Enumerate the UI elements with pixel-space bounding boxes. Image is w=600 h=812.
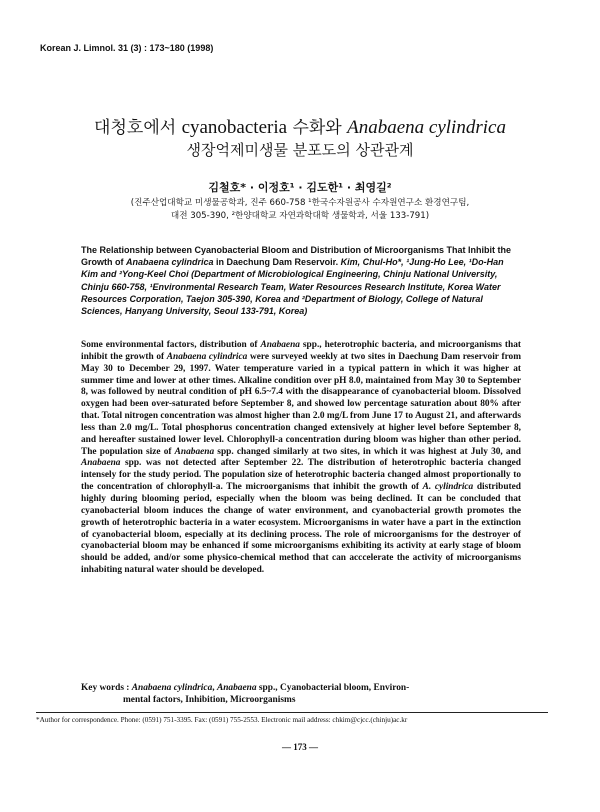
korean-affiliation-line2: 대전 305-390, ²한양대학교 자연과학대학 생물학과, 서울 133-791) — [170, 211, 430, 221]
abstract-s1-italic: Anabaena — [260, 340, 300, 350]
journal-reference: Korean J. Limnol. 31 (3) : 173~180 (1998) — [40, 43, 214, 53]
abstract-s5: spp. was not detected after September 22. The distribution of heterotrophic bacteria changed intensely for the study period. The population size of heterotrophic bacteria changed almost proportionally to the concentration of chlorophyll-a. The microorganisms that inhibit the growth of — [81, 458, 521, 493]
abstract-s2: spp., heterotrophic bacteria, and microorganisms that inhibit the growth of — [81, 340, 521, 362]
abstract — [81, 340, 521, 577]
korean-title-species: Anabaena cylindrica — [347, 117, 506, 138]
keyword-genus: Anabaena — [216, 683, 257, 693]
korean-title-line1 — [60, 117, 540, 139]
english-title-species: Anabaena cylindrica — [126, 257, 214, 268]
korean-title-part2: cyanobacteria — [181, 117, 288, 138]
abstract-s3: were surveyed weekly at two sites in Daechung Dam reservoir from May 30 to December 29, 1997. Water temperature varied in a typical pattern in which it was higher at summer time and lower at other times. Alkaline condition over pH 8.0, maintained from May 30 to September 8, was followed by neutral condition of pH 6.5~7.4 with the disappearance of cyanobacterial bloom. Dissolved oxygen had been over-saturated before September 8, and showed low percentage saturation about 80% after that. Total nitrogen concentration was almost higher than 2.0 mg/L from June 17 to August 21, and afterwards less than 2.0 mg/L. Total phosphorus concentration changed extensively at higher level before September 8, and hereafter sustained lower level. Chlorophyll-a concentration during bloom was higher than other period. The population size of — [81, 351, 521, 457]
correspondence-footnote: *Author for correspondence. Phone: (0591) 751-3395. Fax: (0591) 755-2553. Electronic mail address: chkim@cjcc.(chinju)ac.kr — [36, 716, 408, 724]
korean-affiliations — [80, 197, 520, 223]
keyword-sep: , — [212, 683, 217, 693]
abstract-s6: distributed highly during blooming period, especially when the bloom was being declined. It can be concluded that cyanobacterial bloom induces the change of water environment, and cyanobacterial growth promotes the growth of heterotrophic bacteria in a water ecosystem. Microorganisms in water have a part in the extinction of cyanobacterial bloom, especially at its declining process. The role of microorganisms for the destroyer of cyanobacterial bloom may be enhanced if some microorganisms exhibiting its activity at early stage of bloom should be added, and/or some physico-chemical method that can acccelerate the activity of microorganisms inhabiting natural water should be developed. — [81, 482, 521, 576]
english-title-a: The Relationship between Cyanobacterial Bloom and Distribution of Microorganisms That Inhibit the Growth of — [81, 245, 512, 268]
keyword-species: Anabaena cylindrica — [131, 683, 213, 693]
page-number: — 173 — — [282, 742, 318, 752]
english-title-b: in Daechung Dam Reservoir. — [213, 257, 341, 268]
abstract-s2-italic: Anabaena cylindrica — [166, 351, 248, 362]
keywords-rest1: spp., Cyanobacterial bloom, Environ- — [256, 683, 410, 693]
korean-title-line2: 생장억제미생물 분포도의 상관관계 — [186, 141, 414, 159]
abstract-s5-italic: A. cylindrica — [422, 482, 474, 493]
korean-title-part3: 수화와 — [287, 118, 348, 138]
english-authors-affiliations: Kim, Chul-Ho*, ¹Jung-Ho Lee, ¹Do-Han Kim and ²Yong-Keel Choi (Department of Microbiological Engineering, Chinju National University, Chinju 660-758, ¹Environmental Research Team, Water Resources Research Institute, Korea Water Resources Corporation, Taejon 305-390, Korea and ²Department of Biology, College of Natural Sciences, Hanyang University, Seoul 133-791, Korea) — [81, 257, 504, 317]
footnote-divider — [36, 712, 548, 713]
keywords-label: Key words : — [81, 683, 132, 693]
abstract-s3-italic: Anabaena — [174, 446, 215, 457]
korean-authors: 김철호* · 이정호¹ · 김도한¹ · 최영길² — [208, 181, 392, 194]
korean-affiliation-line1: (진주산업대학교 미생물공학과, 진주 660-758 ¹한국수자원공사 수자원연구소 환경연구팀, — [130, 198, 470, 208]
abstract-s4: spp. changed similarly at two sites, in which it was highest at July 30, and — [214, 446, 521, 457]
abstract-s4-italic: Anabaena — [81, 458, 121, 469]
keywords — [81, 682, 521, 706]
english-title-block — [81, 244, 521, 317]
keywords-rest2: mental factors, Inhibition, Microorganisms — [123, 695, 296, 705]
abstract-s1: Some environmental factors, distribution of — [81, 340, 261, 350]
korean-title-part1: 대청호에서 — [94, 118, 182, 138]
